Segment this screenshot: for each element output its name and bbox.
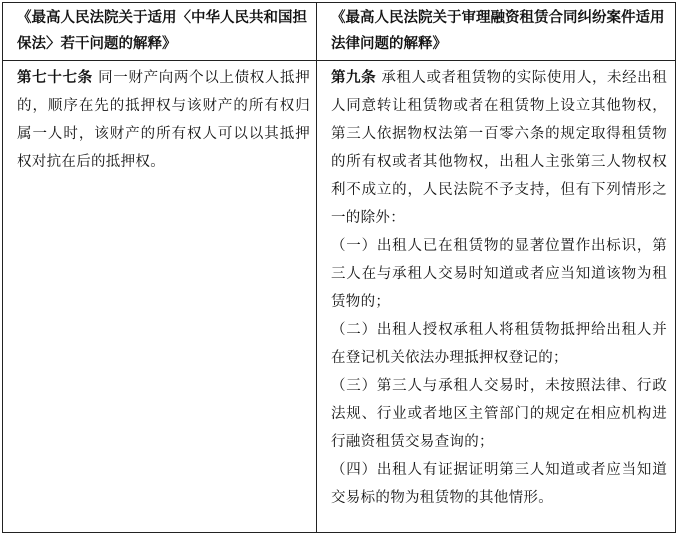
right-article-text: 承租人或者租赁物的实际使用人，未经出租人同意转让租赁物或者在租赁物上设立其他物权，第三人依据物权法第一百零六条的规定取得租赁物的所有权或者其他物权，出租人主张第三人物权权利不成立的，人民法院不予支持，但有下列情形之一的除外：	[331, 70, 667, 226]
right-article-item-4: （四）出租人有证据证明第三人知道或者应当知道交易标的物为租赁物的其他情形。	[331, 462, 667, 506]
left-article-text: 同一财产向两个以上债权人抵押的，顺序在先的抵押权与该财产的所有权归属一人时，该财产的所有权人可以以其抵押权对抗在后的抵押权。	[17, 70, 311, 170]
right-article-number: 第九条	[331, 70, 377, 86]
right-article-item-2: （二）出租人授权承租人将租赁物抵押给出租人并在登记机关依法办理抵押权登记的；	[331, 322, 667, 366]
left-article-number: 第七十七条	[17, 70, 93, 86]
left-article-cell	[3, 61, 317, 533]
comparison-table	[2, 2, 676, 533]
right-article-cell	[317, 61, 676, 533]
body-row	[3, 61, 676, 533]
right-article-paragraph	[331, 64, 667, 232]
right-article-item-1: （一）出租人已在租赁物的显著位置作出标识，第三人在与承租人交易时知道或者应当知道该物为租赁物的；	[331, 238, 667, 310]
right-header-cell	[317, 3, 676, 61]
left-header-cell	[3, 3, 317, 61]
header-row	[3, 3, 676, 61]
right-article-item-3: （三）第三人与承租人交易时，未按照法律、行政法规、行业或者地区主管部门的规定在相应机构进行融资租赁交易查询的；	[331, 378, 667, 450]
left-article-paragraph	[17, 64, 310, 176]
right-header-title: 《最高人民法院关于审理融资租赁合同纠纷案件适用法律问题的解释》	[331, 10, 665, 52]
left-header-title: 《最高人民法院关于适用〈中华人民共和国担保法〉若干问题的解释》	[17, 10, 307, 52]
